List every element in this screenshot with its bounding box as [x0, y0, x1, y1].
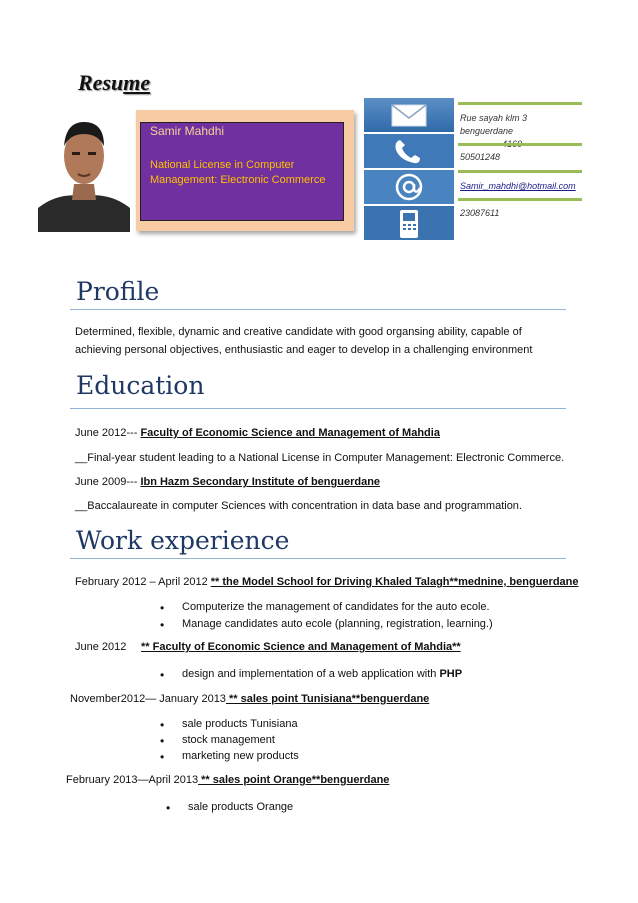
list-item: • sale products Tunisiana: [182, 718, 298, 730]
contact-divider: [458, 170, 582, 173]
section-rule: [70, 309, 566, 310]
education-heading: Education: [76, 371, 205, 400]
address: Rue sayah klm 3 benguerdane: [460, 113, 528, 136]
job-entry: November2012— January 2013 ** sales point Tunisiana**benguerdane: [70, 693, 430, 705]
mail-icon: [364, 98, 454, 132]
education-detail: __Final-year student leading to a National License in Computer Management: Electronic Commerce.: [75, 452, 565, 464]
list-item: • design and implementation of a web application with PHP: [182, 668, 462, 680]
job-entry: February 2012 – April 2012 ** the Model School for Driving Khaled Talagh**mednine, benguerdane: [75, 576, 579, 588]
candidate-name: Samir Mahdhi: [150, 124, 225, 138]
contact-divider: [458, 143, 582, 146]
job-date: June 2012: [75, 641, 127, 653]
email-link[interactable]: Samir_mahdhi@hotmail.com: [460, 181, 576, 191]
profile-text-line: Determined, flexible, dynamic and creative candidate with good organsing ability, capable of: [75, 326, 522, 338]
phone-icon: [364, 134, 454, 168]
phone-number: 50501248: [460, 152, 501, 162]
profile-text-line: achieving personal objectives, enthusiastic and eager to develop in a challenging environment: [75, 344, 533, 356]
contact-divider: [458, 198, 582, 201]
email-at-icon: [364, 170, 454, 204]
section-rule: [70, 408, 566, 409]
profile-heading: Profile: [76, 277, 160, 306]
contact-divider: [458, 102, 582, 105]
education-entry: June 2009--- Ibn Hazm Secondary Institute of benguerdane: [75, 476, 381, 488]
section-rule: [70, 558, 566, 559]
list-item: • stock management: [182, 734, 275, 746]
education-detail: __Baccalaureate in computer Sciences with concentration in data base and programmation.: [75, 500, 522, 512]
work-experience-heading: Work experience: [76, 526, 290, 555]
profile-photo: [38, 100, 130, 232]
job-place: ** Faculty of Economic Science and Management of Mahdia**: [141, 641, 461, 653]
job-entry: February 2013—April 2013 ** sales point Orange**benguerdane: [66, 774, 390, 786]
list-item: • Computerize the management of candidates for the auto ecole.: [182, 601, 490, 613]
list-item: • marketing new products: [182, 750, 299, 762]
degree-title: National License in Computer Management: Electronic Commerce: [150, 159, 326, 186]
resume-title: Resume: [78, 70, 151, 95]
list-item: • sale products Orange: [188, 801, 293, 813]
education-entry: June 2012--- Faculty of Economic Science and Management of Mahdia: [75, 427, 440, 439]
mobile-phone-icon: [364, 206, 454, 240]
list-item: • Manage candidates auto ecole (planning, registration, learning.): [182, 618, 493, 630]
mobile-number: 23087611: [460, 208, 500, 218]
